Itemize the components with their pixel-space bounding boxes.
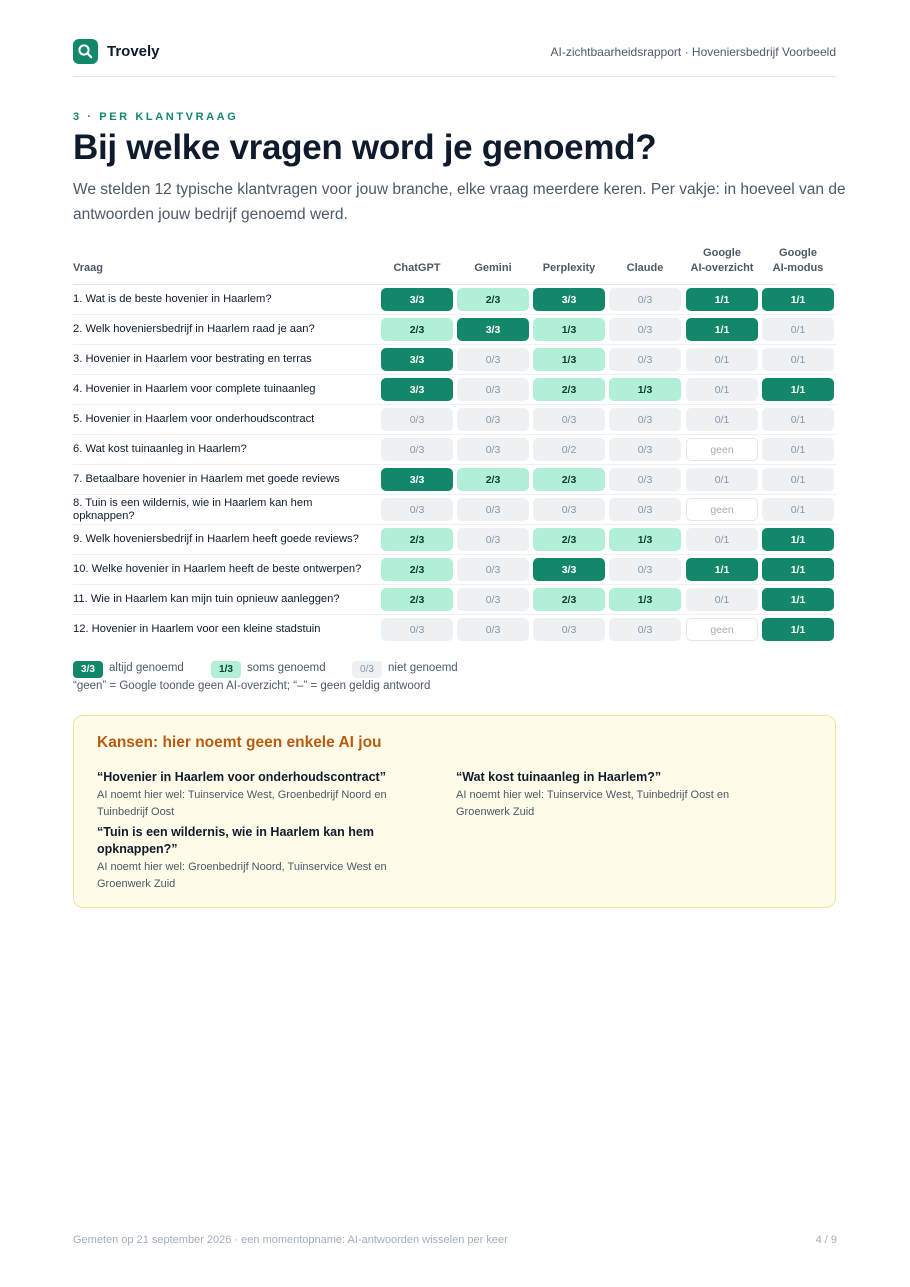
question-text: 6. Wat kost tuinaanleg in Haarlem? — [73, 443, 247, 455]
score-cell-google-ai-modus: 0/1 — [762, 408, 834, 431]
score-cell-claude: 0/3 — [609, 498, 681, 521]
column-header-line: Perplexity — [542, 262, 596, 274]
table-row — [73, 495, 836, 525]
score-cell-perplexity: 0/2 — [533, 438, 605, 461]
column-header-line: AI-modus — [772, 262, 824, 274]
score-cell-perplexity: 3/3 — [533, 288, 605, 311]
column-header-perplexity — [533, 261, 605, 276]
score-cell-claude: 0/3 — [609, 408, 681, 431]
opportunities-box — [73, 715, 836, 908]
question-text: 9. Welk hoveniersbedrijf in Haarlem heeft goede reviews? — [73, 533, 359, 545]
score-cell-google-ai-overzicht: 0/1 — [686, 468, 758, 491]
score-cell-chatgpt: 0/3 — [381, 438, 453, 461]
legend-label: niet genoemd — [388, 662, 458, 674]
score-cell-claude: 0/3 — [609, 318, 681, 341]
score-cell-chatgpt: 2/3 — [381, 588, 453, 611]
opportunity-competitors: AI noemt hier wel: Tuinservice West, Tuinbedrijf Oost en Groenwerk Zuid — [456, 789, 730, 818]
opportunities-title: Kansen: hier noemt geen enkele AI jou — [97, 734, 382, 751]
page-number: 4 / 9 — [815, 1234, 837, 1246]
score-cell-claude: 0/3 — [609, 438, 681, 461]
table-row — [73, 315, 836, 345]
score-cell-google-ai-modus: 1/1 — [762, 288, 834, 311]
score-cell-chatgpt: 0/3 — [381, 498, 453, 521]
score-cell-google-ai-modus: 1/1 — [762, 618, 834, 641]
opportunity-item — [456, 769, 776, 821]
legend-label: altijd genoemd — [109, 662, 184, 674]
page-title: Bij welke vragen word je genoemd? — [73, 128, 657, 167]
table-row — [73, 435, 836, 465]
score-cell-chatgpt: 3/3 — [381, 468, 453, 491]
score-cell-google-ai-modus: 1/1 — [762, 378, 834, 401]
score-cell-perplexity: 1/3 — [533, 348, 605, 371]
brand-name: Trovely — [107, 43, 160, 60]
column-header-line: Gemini — [474, 262, 512, 274]
logo — [73, 39, 98, 64]
table-row — [73, 345, 836, 375]
score-cell-gemini: 0/3 — [457, 588, 529, 611]
column-header-line: ChatGPT — [393, 262, 441, 274]
column-header-google-ai-overzicht — [686, 246, 758, 276]
table-header — [73, 247, 836, 285]
score-cell-chatgpt: 3/3 — [381, 348, 453, 371]
opportunity-competitors: AI noemt hier wel: Tuinservice West, Groenbedrijf Noord en Tuinbedrijf Oost — [97, 789, 387, 818]
legend-chip: 1/3 — [211, 661, 241, 678]
table-row — [73, 375, 836, 405]
question-text: 1. Wat is de beste hovenier in Haarlem? — [73, 293, 272, 305]
table-row — [73, 525, 836, 555]
score-cell-perplexity: 0/3 — [533, 618, 605, 641]
score-cell-google-ai-modus: 1/1 — [762, 558, 834, 581]
column-header-chatgpt — [381, 261, 453, 276]
table-row — [73, 285, 836, 315]
score-cell-google-ai-overzicht: 0/1 — [686, 408, 758, 431]
legend-note: “geen” = Google toonde geen AI-overzicht; “–” = geen geldig antwoord — [73, 680, 431, 692]
score-cell-chatgpt: 2/3 — [381, 318, 453, 341]
score-cell-perplexity: 2/3 — [533, 468, 605, 491]
report-header — [73, 39, 836, 77]
score-cell-google-ai-modus: 0/1 — [762, 438, 834, 461]
intro-text: We stelden 12 typische klantvragen voor jouw branche, elke vraag meerdere keren. Per vakje: in hoeveel van de antwoorden jouw bedrijf genoemd werd. — [73, 181, 846, 223]
column-header-line: AI-overzicht — [690, 262, 754, 274]
score-cell-claude: 1/3 — [609, 528, 681, 551]
legend-label: soms genoemd — [247, 662, 326, 674]
opportunity-question: “Wat kost tuinaanleg in Haarlem?” — [456, 770, 662, 784]
score-cell-claude: 0/3 — [609, 468, 681, 491]
column-header-line: Google — [703, 247, 741, 259]
column-header-question: Vraag — [73, 262, 103, 274]
legend-chip: 3/3 — [73, 661, 103, 678]
question-text: 2. Welk hoveniersbedrijf in Haarlem raad je aan? — [73, 323, 315, 335]
opportunity-item — [97, 769, 417, 821]
footer-note: Gemeten op 21 september 2026 · een momentopname: AI-antwoorden wisselen per keer — [73, 1234, 508, 1246]
score-cell-chatgpt: 2/3 — [381, 558, 453, 581]
column-header-claude — [609, 261, 681, 276]
score-cell-google-ai-overzicht: geen — [686, 438, 758, 461]
score-cell-gemini: 0/3 — [457, 528, 529, 551]
score-cell-claude: 1/3 — [609, 588, 681, 611]
score-cell-perplexity: 1/3 — [533, 318, 605, 341]
score-cell-google-ai-overzicht: 0/1 — [686, 378, 758, 401]
table-row — [73, 465, 836, 495]
section-label: 3 · PER KLANTVRAAG — [73, 111, 239, 123]
table-body — [73, 285, 836, 645]
score-cell-gemini: 0/3 — [457, 618, 529, 641]
score-cell-perplexity: 0/3 — [533, 498, 605, 521]
score-cell-google-ai-overzicht: 1/1 — [686, 318, 758, 341]
question-text: 3. Hovenier in Haarlem voor bestrating en terras — [73, 353, 312, 365]
score-cell-claude: 1/3 — [609, 378, 681, 401]
score-cell-google-ai-overzicht: geen — [686, 498, 758, 521]
column-header-line: Claude — [626, 262, 664, 274]
score-cell-gemini: 2/3 — [457, 468, 529, 491]
column-header-google-ai-modus — [762, 246, 834, 276]
score-cell-chatgpt: 3/3 — [381, 288, 453, 311]
score-cell-google-ai-modus: 1/1 — [762, 528, 834, 551]
score-cell-chatgpt: 2/3 — [381, 528, 453, 551]
column-header-gemini — [457, 261, 529, 276]
score-cell-perplexity: 2/3 — [533, 528, 605, 551]
opportunity-competitors: AI noemt hier wel: Groenbedrijf Noord, Tuinservice West en Groenwerk Zuid — [97, 861, 387, 890]
question-text: 12. Hovenier in Haarlem voor een kleine stadstuin — [73, 623, 321, 635]
score-cell-google-ai-overzicht: 0/1 — [686, 528, 758, 551]
score-cell-gemini: 0/3 — [457, 438, 529, 461]
score-cell-gemini: 2/3 — [457, 288, 529, 311]
table-row — [73, 615, 836, 645]
score-cell-chatgpt: 0/3 — [381, 408, 453, 431]
score-cell-google-ai-overzicht: 0/1 — [686, 588, 758, 611]
table-row — [73, 585, 836, 615]
table-row — [73, 555, 836, 585]
score-cell-google-ai-modus: 0/1 — [762, 468, 834, 491]
score-cell-chatgpt: 0/3 — [381, 618, 453, 641]
score-cell-perplexity: 3/3 — [533, 558, 605, 581]
score-cell-google-ai-modus: 0/1 — [762, 348, 834, 371]
score-cell-perplexity: 0/3 — [533, 408, 605, 431]
score-cell-perplexity: 2/3 — [533, 378, 605, 401]
score-cell-google-ai-overzicht: 0/1 — [686, 348, 758, 371]
question-text: 8. Tuin is een wildernis, wie in Haarlem kan hem opknappen? — [73, 496, 313, 522]
score-cell-gemini: 3/3 — [457, 318, 529, 341]
score-cell-perplexity: 2/3 — [533, 588, 605, 611]
opportunity-item — [97, 824, 417, 893]
score-cell-gemini: 0/3 — [457, 378, 529, 401]
score-cell-gemini: 0/3 — [457, 348, 529, 371]
legend-chip: 0/3 — [352, 661, 382, 678]
question-text: 7. Betaalbare hovenier in Haarlem met goede reviews — [73, 473, 340, 485]
opportunity-question: “Hovenier in Haarlem voor onderhoudscontract” — [97, 770, 386, 784]
score-cell-gemini: 0/3 — [457, 408, 529, 431]
question-table — [73, 247, 836, 645]
score-cell-chatgpt: 3/3 — [381, 378, 453, 401]
report-subtitle: AI-zichtbaarheidsrapport · Hoveniersbedrijf Voorbeeld — [550, 45, 836, 59]
question-text: 10. Welke hovenier in Haarlem heeft de beste ontwerpen? — [73, 563, 362, 575]
score-cell-gemini: 0/3 — [457, 498, 529, 521]
question-text: 5. Hovenier in Haarlem voor onderhoudscontract — [73, 413, 315, 425]
score-cell-google-ai-modus: 0/1 — [762, 318, 834, 341]
score-cell-google-ai-modus: 0/1 — [762, 498, 834, 521]
score-cell-claude: 0/3 — [609, 348, 681, 371]
score-cell-gemini: 0/3 — [457, 558, 529, 581]
question-text: 11. Wie in Haarlem kan mijn tuin opnieuw aanleggen? — [73, 593, 340, 605]
table-row — [73, 405, 836, 435]
score-cell-claude: 0/3 — [609, 618, 681, 641]
score-cell-google-ai-overzicht: 1/1 — [686, 558, 758, 581]
column-header-line: Google — [779, 247, 817, 259]
score-cell-claude: 0/3 — [609, 558, 681, 581]
score-cell-google-ai-modus: 1/1 — [762, 588, 834, 611]
score-cell-google-ai-overzicht: geen — [686, 618, 758, 641]
score-cell-google-ai-overzicht: 1/1 — [686, 288, 758, 311]
question-text: 4. Hovenier in Haarlem voor complete tuinaanleg — [73, 383, 316, 395]
search-icon — [77, 43, 94, 60]
score-cell-claude: 0/3 — [609, 288, 681, 311]
opportunity-question: “Tuin is een wildernis, wie in Haarlem kan hem opknappen?” — [97, 825, 374, 856]
